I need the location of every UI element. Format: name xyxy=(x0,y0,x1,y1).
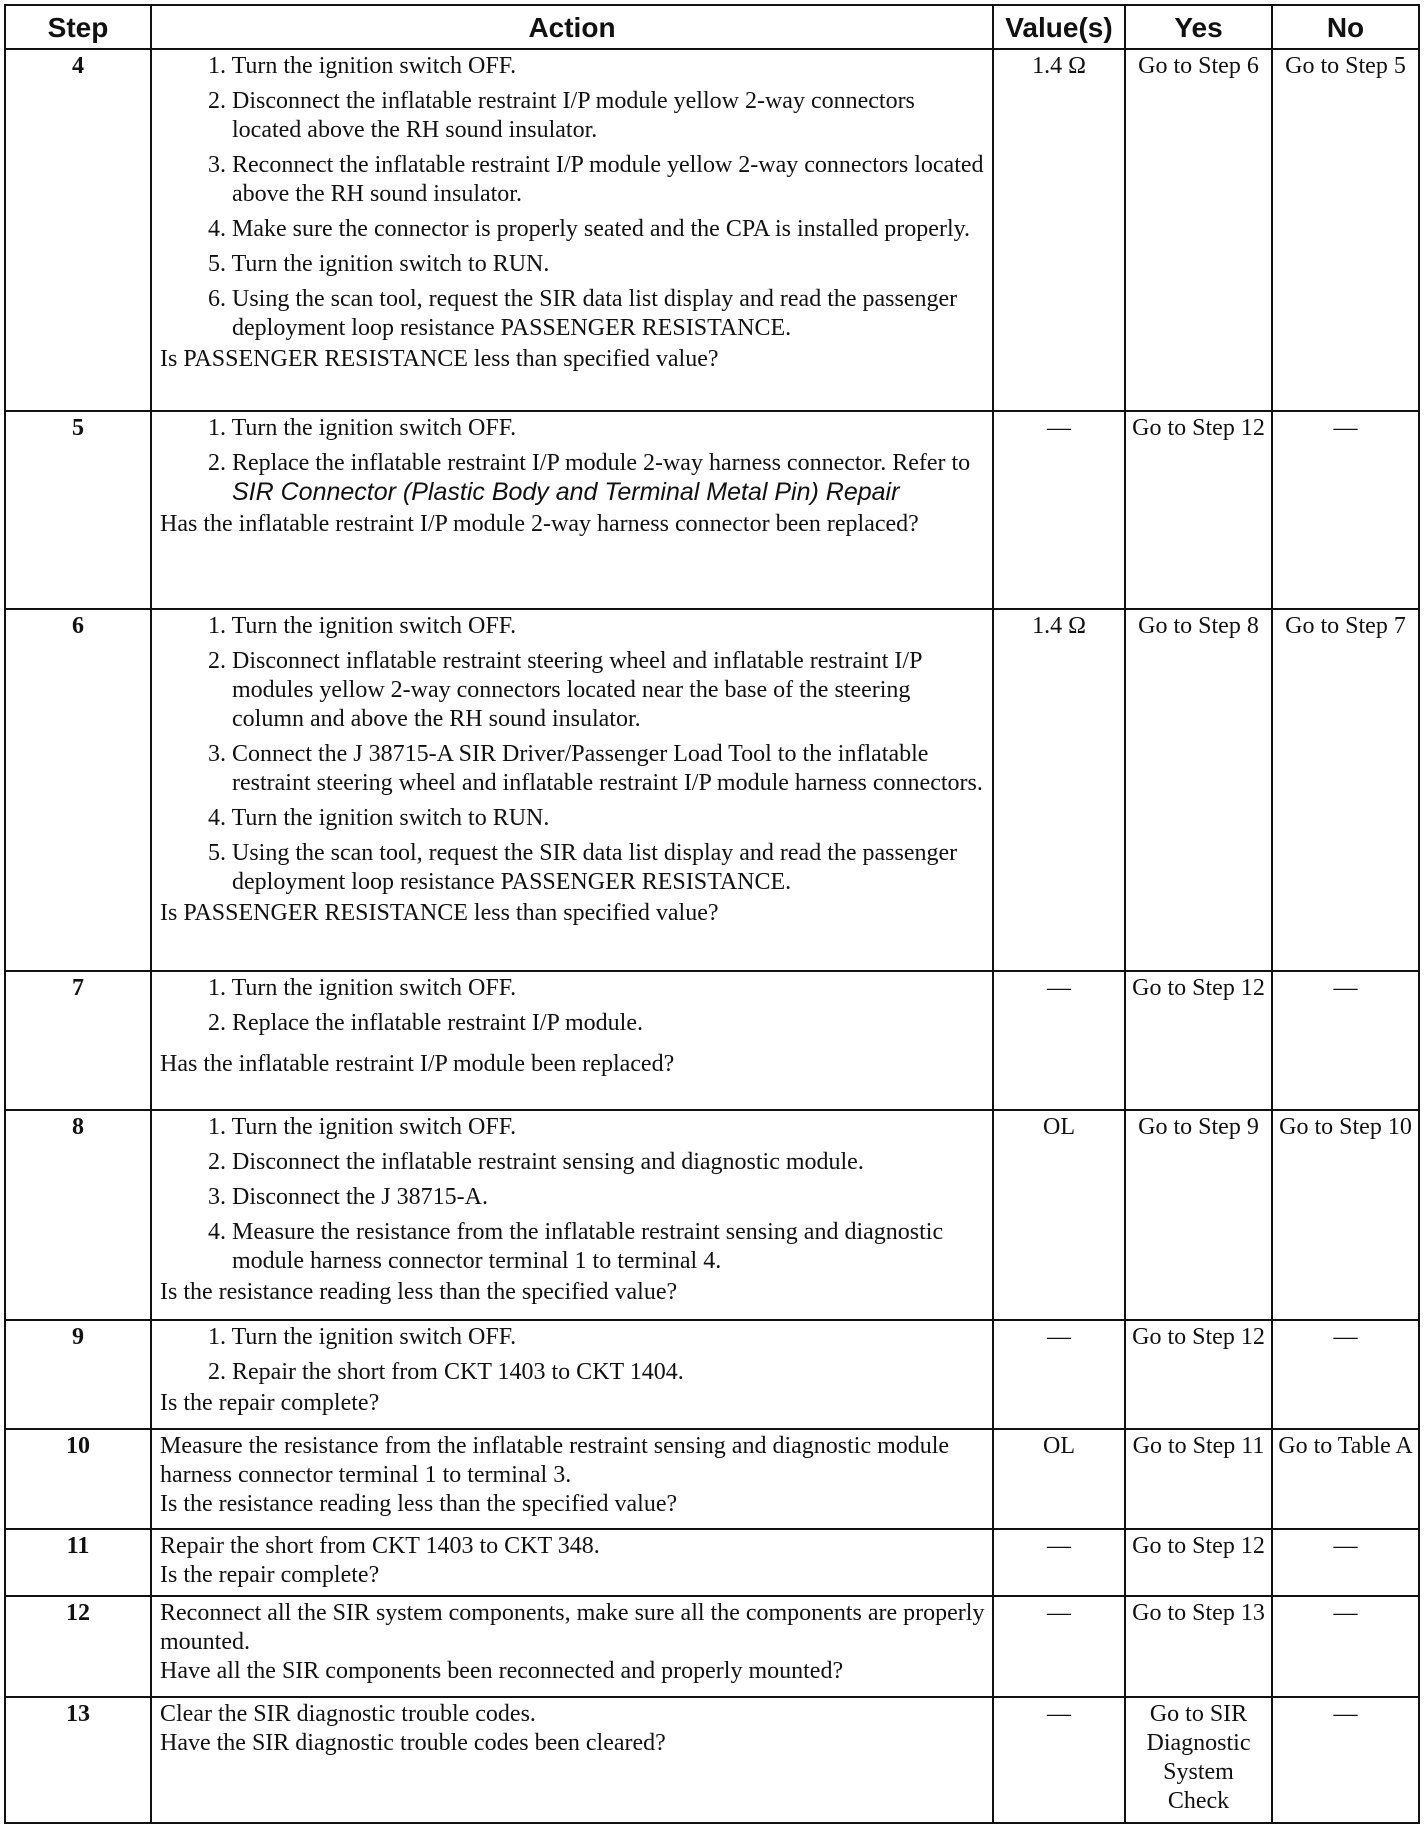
table-row-step-12 xyxy=(5,1596,1419,1697)
value-cell: — xyxy=(993,1529,1125,1596)
action-question: Is PASSENGER RESISTANCE less than specified value? xyxy=(160,346,719,372)
action-cell xyxy=(151,971,993,1110)
action-question: Is the repair complete? xyxy=(160,1390,380,1416)
action-item: 2. Disconnect the inflatable restraint sensing and diagnostic module. xyxy=(208,1149,864,1175)
no-cell: Go to Step 7 xyxy=(1272,609,1419,971)
step-number: 5 xyxy=(5,411,151,609)
header-step: Step xyxy=(5,5,151,49)
action-question: Have all the SIR components been reconnected and properly mounted? xyxy=(160,1658,844,1684)
header-action: Action xyxy=(151,5,993,49)
action-cell xyxy=(151,1429,993,1529)
action-text: Reconnect all the SIR system components, make sure all the components are properly mounted. xyxy=(160,1600,985,1655)
no-cell: — xyxy=(1272,1697,1419,1823)
action-item: 1. Turn the ignition switch OFF. xyxy=(208,415,517,441)
action-item: 1. Turn the ignition switch OFF. xyxy=(208,975,517,1001)
action-question: Is the repair complete? xyxy=(160,1562,380,1588)
table-row-step-7 xyxy=(5,971,1419,1110)
no-cell: — xyxy=(1272,1596,1419,1697)
action-cell xyxy=(151,49,993,411)
action-cell xyxy=(151,609,993,971)
step-number: 7 xyxy=(5,971,151,1110)
action-cell xyxy=(151,1529,993,1596)
yes-cell: Go to Step 8 xyxy=(1125,609,1272,971)
action-question: Has the inflatable restraint I/P module been replaced? xyxy=(160,1051,675,1077)
action-item: 1. Turn the ignition switch OFF. xyxy=(208,1114,517,1140)
header-no: No xyxy=(1272,5,1419,49)
action-item: 4. Measure the resistance from the inflatable restraint sensing and diagnostic module harness connector terminal 1 to terminal 4. xyxy=(208,1219,944,1274)
no-cell: Go to Step 10 xyxy=(1272,1110,1419,1320)
action-question: Have the SIR diagnostic trouble codes been cleared? xyxy=(160,1730,666,1756)
step-number: 8 xyxy=(5,1110,151,1320)
header-values: Value(s) xyxy=(993,5,1125,49)
action-item: 5. Using the scan tool, request the SIR data list display and read the passenger deployment loop resistance PASSENGER RESISTANCE. xyxy=(208,840,958,895)
action-item: 5. Turn the ignition switch to RUN. xyxy=(208,251,550,277)
action-item: 3. Connect the J 38715-A SIR Driver/Passenger Load Tool to the inflatable restraint steering wheel and inflatable restraint I/P module harness connectors. xyxy=(208,741,983,796)
value-cell: — xyxy=(993,411,1125,609)
yes-cell: Go to Step 9 xyxy=(1125,1110,1272,1320)
action-question: Is the resistance reading less than the specified value? xyxy=(160,1279,678,1305)
table-row-step-6 xyxy=(5,609,1419,971)
value-cell: — xyxy=(993,971,1125,1110)
action-item: 1. Turn the ignition switch OFF. xyxy=(208,1324,517,1350)
value-cell: 1.4 Ω xyxy=(993,609,1125,971)
action-item: 1. Turn the ignition switch OFF. xyxy=(208,613,517,639)
no-cell: — xyxy=(1272,971,1419,1110)
yes-cell: Go to Step 12 xyxy=(1125,411,1272,609)
table-row-step-9 xyxy=(5,1320,1419,1429)
yes-cell: Go to SIR Diagnostic System Check xyxy=(1125,1697,1272,1823)
step-number: 10 xyxy=(5,1429,151,1529)
yes-cell: Go to Step 12 xyxy=(1125,1320,1272,1429)
action-text: Repair the short from CKT 1403 to CKT 348. xyxy=(160,1533,600,1559)
no-cell: — xyxy=(1272,411,1419,609)
table-row-step-10 xyxy=(5,1429,1419,1529)
action-cell xyxy=(151,1320,993,1429)
action-item: 4. Turn the ignition switch to RUN. xyxy=(208,805,550,831)
action-item: 4. Make sure the connector is properly seated and the CPA is installed properly. xyxy=(208,216,971,242)
no-cell: — xyxy=(1272,1529,1419,1596)
yes-cell: Go to Step 13 xyxy=(1125,1596,1272,1697)
repair-reference: SIR Connector (Plastic Body and Terminal Metal Pin) Repair xyxy=(232,478,900,506)
yes-cell: Go to Step 12 xyxy=(1125,1529,1272,1596)
header-row xyxy=(5,5,1419,49)
action-item: 3. Disconnect the J 38715-A. xyxy=(208,1184,488,1210)
value-cell: — xyxy=(993,1697,1125,1823)
table-row-step-8 xyxy=(5,1110,1419,1320)
action-question: Has the inflatable restraint I/P module 2-way harness connector been replaced? xyxy=(160,511,919,537)
value-cell: OL xyxy=(993,1110,1125,1320)
header-yes: Yes xyxy=(1125,5,1272,49)
action-item-text: 2. Replace the inflatable restraint I/P module 2-way harness connector. Refer to xyxy=(208,450,971,476)
action-item xyxy=(188,449,986,508)
diagnostic-table xyxy=(4,4,1420,1824)
action-cell xyxy=(151,1697,993,1823)
no-cell: Go to Table A xyxy=(1272,1429,1419,1529)
action-cell xyxy=(151,1110,993,1320)
action-question: Is PASSENGER RESISTANCE less than specified value? xyxy=(160,900,719,926)
no-cell: — xyxy=(1272,1320,1419,1429)
table-row-step-11 xyxy=(5,1529,1419,1596)
step-number: 11 xyxy=(5,1529,151,1596)
action-item: 6. Using the scan tool, request the SIR data list display and read the passenger deployment loop resistance PASSENGER RESISTANCE. xyxy=(208,286,958,341)
action-text: Measure the resistance from the inflatable restraint sensing and diagnostic module harness connector terminal 1 to terminal 3. xyxy=(160,1433,950,1488)
action-item: 2. Disconnect the inflatable restraint I/P module yellow 2-way connectors located above the RH sound insulator. xyxy=(208,88,915,143)
step-number: 4 xyxy=(5,49,151,411)
action-item: 2. Disconnect inflatable restraint steering wheel and inflatable restraint I/P modules yellow 2-way connectors located near the base of the steering column and above the RH sound insulator. xyxy=(208,648,922,732)
action-item: 2. Replace the inflatable restraint I/P module. xyxy=(208,1010,643,1036)
action-item: 2. Repair the short from CKT 1403 to CKT 1404. xyxy=(208,1359,684,1385)
action-cell xyxy=(151,411,993,609)
action-cell xyxy=(151,1596,993,1697)
no-cell: Go to Step 5 xyxy=(1272,49,1419,411)
value-cell: 1.4 Ω xyxy=(993,49,1125,411)
table-row-step-13 xyxy=(5,1697,1419,1823)
value-cell: OL xyxy=(993,1429,1125,1529)
yes-cell: Go to Step 12 xyxy=(1125,971,1272,1110)
step-number: 9 xyxy=(5,1320,151,1429)
value-cell: — xyxy=(993,1320,1125,1429)
action-item: 3. Reconnect the inflatable restraint I/P module yellow 2-way connectors located above the RH sound insulator. xyxy=(208,152,984,207)
action-question: Is the resistance reading less than the specified value? xyxy=(160,1491,678,1517)
action-item: 1. Turn the ignition switch OFF. xyxy=(208,53,517,79)
yes-cell: Go to Step 6 xyxy=(1125,49,1272,411)
yes-cell: Go to Step 11 xyxy=(1125,1429,1272,1529)
step-number: 6 xyxy=(5,609,151,971)
value-cell: — xyxy=(993,1596,1125,1697)
action-text: Clear the SIR diagnostic trouble codes. xyxy=(160,1701,536,1727)
step-number: 13 xyxy=(5,1697,151,1823)
table-row-step-4 xyxy=(5,49,1419,411)
table-row-step-5 xyxy=(5,411,1419,609)
step-number: 12 xyxy=(5,1596,151,1697)
